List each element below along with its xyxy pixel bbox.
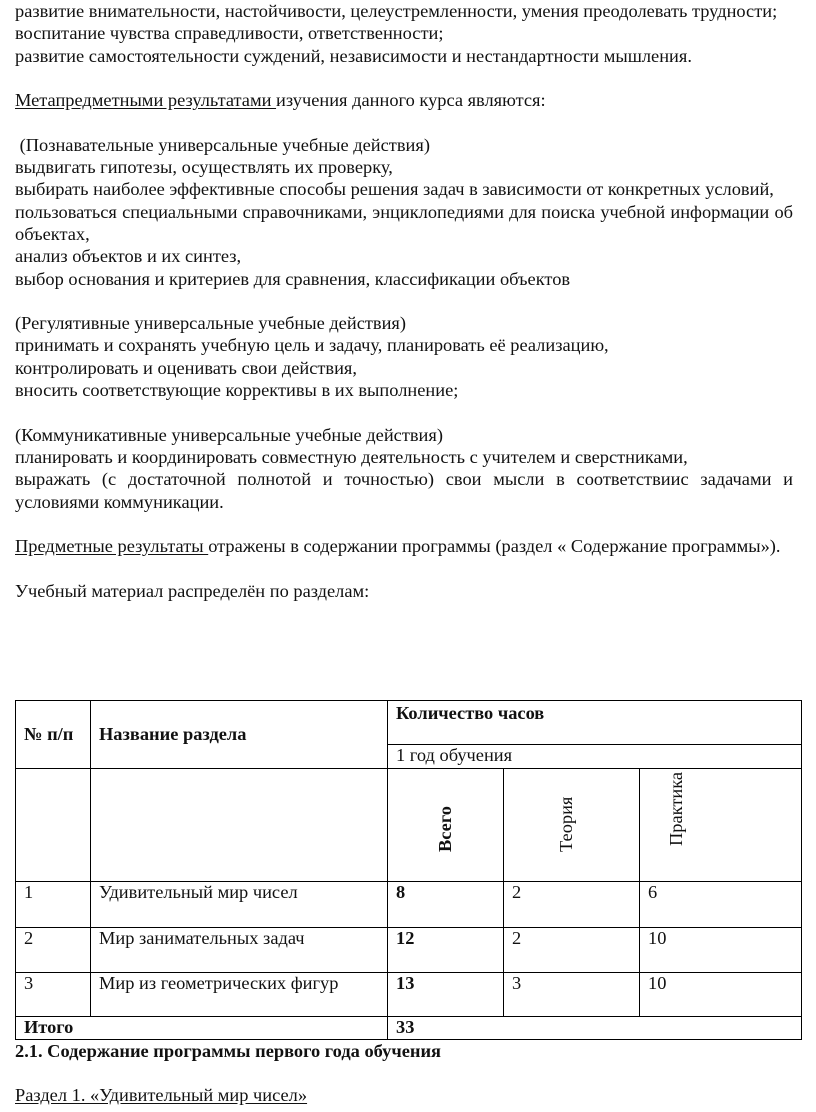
- row-name: Мир из геометрических фигур: [91, 973, 388, 1017]
- cognitive-item: анализ объектов и их синтез,: [15, 246, 242, 267]
- col-header-name: Название раздела: [91, 701, 388, 769]
- row-theory: 2: [504, 882, 640, 928]
- distribution-line: Учебный материал распределён по разделам:: [15, 580, 370, 601]
- cognitive-item: выдвигать гипотезы, осуществлять их проверку,: [15, 157, 393, 178]
- intro-line: воспитание чувства справедливости, ответственности;: [15, 23, 444, 44]
- table-row: [16, 973, 802, 1017]
- intro-line: развитие самостоятельности суждений, независимости и нестандартности мышления.: [15, 45, 692, 66]
- total-value: 33: [388, 1017, 802, 1040]
- cognitive-item: пользоваться специальными справочниками, энциклопедиями для поиска учебной информации об объектах,: [15, 201, 793, 244]
- row-practice: 6: [640, 882, 802, 928]
- after-table-section: [15, 1040, 793, 1107]
- table-row: [16, 882, 802, 928]
- document-body: [15, 0, 793, 602]
- row-theory: 3: [504, 973, 640, 1017]
- subheader-theory-cell: [504, 769, 640, 882]
- section-heading: 2.1. Содержание программы первого года обучения: [15, 1041, 442, 1061]
- row-total: 12: [388, 928, 504, 973]
- metasubject-heading-rest: изучения данного курса являются:: [276, 90, 546, 111]
- row-name: Мир занимательных задач: [91, 928, 388, 973]
- cognitive-item: выбор основания и критериев для сравнения, классификации объектов: [15, 268, 571, 289]
- subheader-theory: Теория: [555, 796, 576, 852]
- intro-line: развитие внимательности, настойчивости, целеустремленности, умения преодолевать трудности;: [15, 1, 778, 21]
- subject-results: [15, 535, 793, 557]
- table-row: [16, 928, 802, 973]
- row-num: 1: [16, 882, 91, 928]
- subheader-total: Всего: [434, 806, 455, 852]
- total-row: [16, 1017, 802, 1040]
- subheader-practice-cell: [640, 769, 802, 882]
- subject-results-underlined: Предметные результаты: [15, 536, 209, 557]
- col-header-num: № п/п: [16, 701, 91, 769]
- row-total: 13: [388, 973, 504, 1017]
- subheader-practice: Практика: [665, 771, 686, 846]
- row-num: 2: [16, 928, 91, 973]
- col-header-hours: Количество часов: [388, 701, 802, 745]
- communicative-item: выражать (с достаточной полнотой и точностью) свои мысли в соответствиис задачами и условиями коммуникации.: [15, 469, 793, 512]
- row-total: 8: [388, 882, 504, 928]
- total-label: Итого: [16, 1017, 388, 1040]
- section-subheading: Раздел 1. «Удивительный мир чисел»: [15, 1085, 308, 1106]
- subject-results-rest: отражены в содержании программы (раздел « Содержание программы»).: [208, 536, 781, 557]
- row-theory: 2: [504, 928, 640, 973]
- communicative-title: (Коммуникативные универсальные учебные действия): [15, 424, 443, 445]
- row-practice: 10: [640, 973, 802, 1017]
- hours-table: [15, 700, 802, 1040]
- row-num: 3: [16, 973, 91, 1017]
- subheader-total-cell: [388, 769, 504, 882]
- regulatory-title: (Регулятивные универсальные учебные действия): [15, 313, 406, 334]
- metasubject-heading-underlined: Метапредметными результатами: [15, 90, 277, 111]
- row-name: Удивительный мир чисел: [91, 882, 388, 928]
- row-practice: 10: [640, 928, 802, 973]
- regulatory-item: контролировать и оценивать свои действия,: [15, 357, 357, 378]
- cognitive-title: (Познавательные универсальные учебные действия): [15, 134, 430, 155]
- communicative-item: планировать и координировать совместную деятельность с учителем и сверстниками,: [15, 446, 688, 467]
- metasubject-heading: [15, 89, 793, 111]
- year-label: 1 год обучения: [388, 745, 802, 769]
- regulatory-item: принимать и сохранять учебную цель и задачу, планировать её реализацию,: [15, 335, 609, 356]
- regulatory-item: вносить соответствующие коррективы в их выполнение;: [15, 380, 459, 401]
- cognitive-item: выбирать наиболее эффективные способы решения задач в зависимости от конкретных условий,: [15, 179, 774, 200]
